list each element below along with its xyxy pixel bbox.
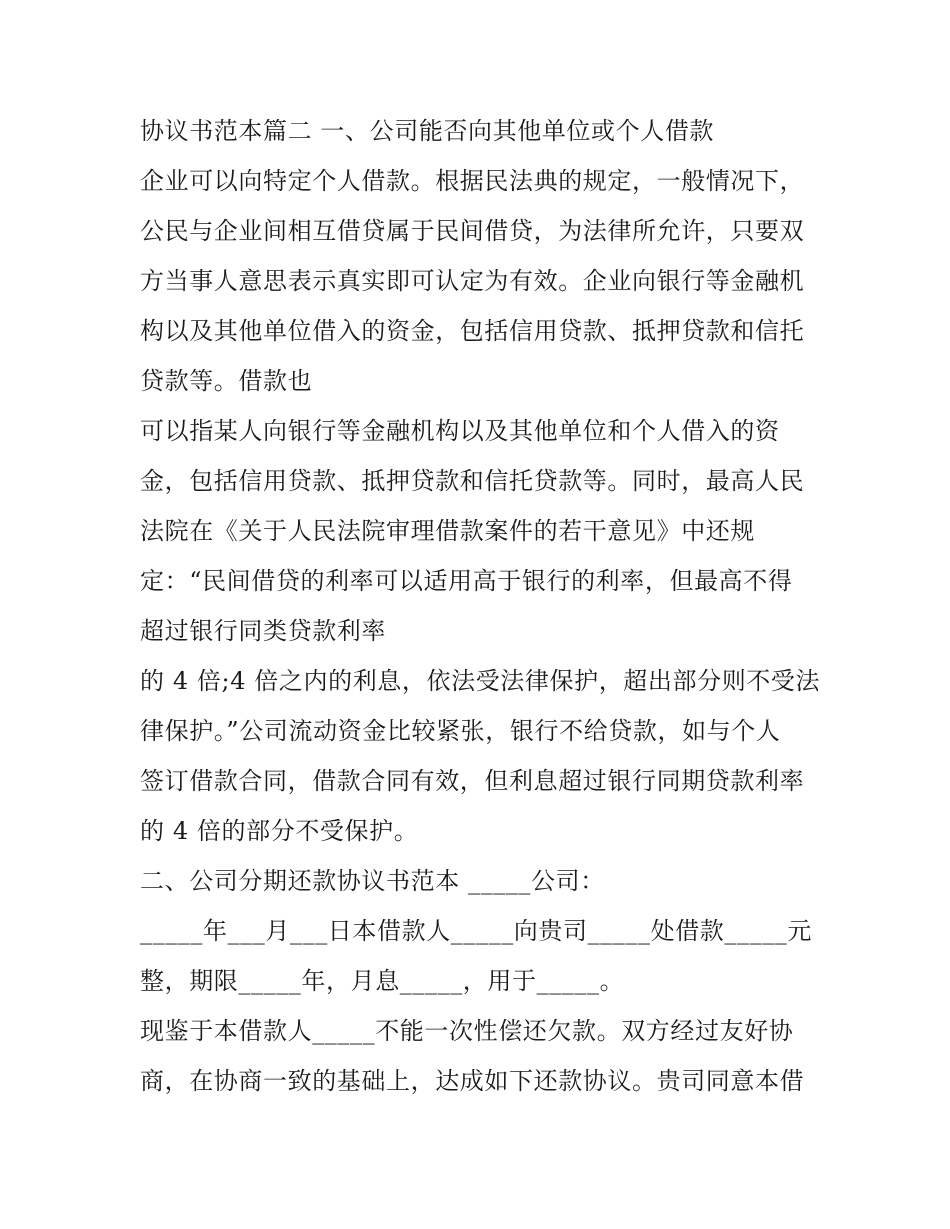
body-line: 签订借款合同，借款合同有效，但利息超过银行同期贷款利率 [140,767,805,795]
body-line: 构以及其他单位借入的资金，包括信用贷款、抵押贷款和信托 [140,317,805,345]
body-line: 律保护。”公司流动资金比较紧张，银行不给贷款，如与个人 [140,717,781,745]
body-line: 定：“民间借贷的利率可以适用高于银行的利率，但最高不得 [140,567,793,595]
body-line: 企业可以向特定个人借款。根据民法典的规定，一般情况下， [140,167,805,195]
body-line: 贷款等。借款也 [140,367,313,395]
body-line: 超过银行同类贷款利率 [140,617,386,645]
section-heading-line: 二、公司分期还款协议书范本 _____公司： [140,867,605,895]
body-line: 可以指某人向银行等金融机构以及其他单位和个人借入的资 [140,417,780,445]
body-line: 方当事人意思表示真实即可认定为有效。企业向银行等金融机 [140,267,805,295]
body-line: 的 4 倍的部分不受保护。 [140,817,419,845]
body-line: 的 4 倍;4 倍之内的利息，依法受法律保护，超出部分则不受法 [140,667,820,695]
body-line: 现鉴于本借款人_____不能一次性偿还欠款。双方经过友好协 [140,1017,794,1045]
document-body [140,106,820,1106]
body-line: 公民与企业间相互借贷属于民间借贷，为法律所允许，只要双 [140,217,805,245]
body-line: _____年___月___日本借款人_____向贵司_____处借款_____元 [140,917,812,945]
body-line: 商，在协商一致的基础上，达成如下还款协议。贵司同意本借 [140,1067,805,1095]
heading-line: 协议书范本篇二 一、公司能否向其他单位或个人借款 [140,117,715,145]
body-line: 整，期限_____年，月息_____，用于_____。 [140,967,625,995]
body-line: 金，包括信用贷款、抵押贷款和信托贷款等。同时，最高人民 [140,467,805,495]
body-line: 法院在《关于人民法院审理借款案件的若干意见》中还规 [140,517,755,545]
